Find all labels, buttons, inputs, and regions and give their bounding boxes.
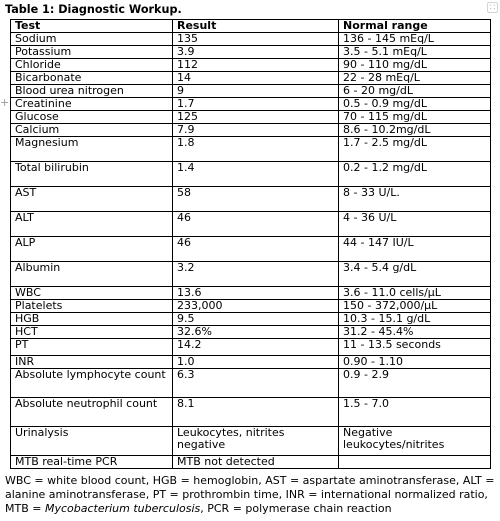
range-cell: 31.2 - 45.4% — [339, 326, 491, 339]
range-cell — [339, 456, 491, 469]
table-row — [11, 137, 491, 162]
result-cell: 3.2 — [173, 262, 339, 287]
range-cell: 0.9 - 2.9 — [339, 369, 491, 398]
range-cell: 150 - 372,000/µL — [339, 300, 491, 313]
table-header-row — [11, 20, 491, 33]
result-cell: 14.2 — [173, 339, 339, 356]
result-cell: 9 — [173, 85, 339, 98]
table-row — [11, 33, 491, 46]
test-cell: Albumin — [11, 262, 173, 287]
range-cell: 10.3 - 15.1 g/dL — [339, 313, 491, 326]
table-row — [11, 326, 491, 339]
table-row — [11, 46, 491, 59]
table-row — [11, 356, 491, 369]
result-cell: MTB not detected — [173, 456, 339, 469]
test-cell: Creatinine — [11, 98, 173, 111]
result-cell: 1.8 — [173, 137, 339, 162]
range-cell: 6 - 20 mg/dL — [339, 85, 491, 98]
range-cell: 8.6 - 10.2mg/dL — [339, 124, 491, 137]
diagnostic-workup-table — [10, 19, 491, 469]
drag-handle-icon[interactable]: ∷ — [487, 2, 498, 13]
range-cell: Negative leukocytes/nitrites — [339, 427, 491, 456]
range-cell: 3.4 - 5.4 g/dL — [339, 262, 491, 287]
table-row — [11, 237, 491, 262]
test-cell: Platelets — [11, 300, 173, 313]
footnote-text: WBC = white blood count, HGB = hemoglobin, AST = aspartate aminotransferase, ALT = alanine aminotransferase, PT = prothrombin time, INR = international normalized ratio, MTB = — [5, 474, 495, 515]
range-cell: 0.2 - 1.2 mg/dL — [339, 162, 491, 187]
range-cell: 90 - 110 mg/dL — [339, 59, 491, 72]
test-cell: Magnesium — [11, 137, 173, 162]
range-cell: 3.6 - 11.0 cells/µL — [339, 287, 491, 300]
result-cell: 1.4 — [173, 162, 339, 187]
table-row — [11, 187, 491, 212]
table-row — [11, 339, 491, 356]
table-row — [11, 398, 491, 427]
result-cell: 32.6% — [173, 326, 339, 339]
table-row — [11, 111, 491, 124]
table-row — [11, 162, 491, 187]
test-cell: Glucose — [11, 111, 173, 124]
range-cell: 11 - 13.5 seconds — [339, 339, 491, 356]
test-cell: Sodium — [11, 33, 173, 46]
plus-marker-icon: + — [0, 96, 10, 109]
result-cell: 8.1 — [173, 398, 339, 427]
range-cell: 4 - 36 U/L — [339, 212, 491, 237]
table-row — [11, 98, 491, 111]
result-cell: 13.6 — [173, 287, 339, 300]
range-cell: 1.5 - 7.0 — [339, 398, 491, 427]
range-cell: 0.5 - 0.9 mg/dL — [339, 98, 491, 111]
test-cell: Calcium — [11, 124, 173, 137]
column-header-test: Test — [11, 20, 173, 33]
result-cell: 1.0 — [173, 356, 339, 369]
test-cell: ALP — [11, 237, 173, 262]
result-cell: 6.3 — [173, 369, 339, 398]
range-cell: 8 - 33 U/L. — [339, 187, 491, 212]
table-caption: Table 1: Diagnostic Workup. — [5, 3, 182, 16]
test-cell: Blood urea nitrogen — [11, 85, 173, 98]
footnote-text-end: , PCR = polymerase chain reaction — [200, 502, 392, 515]
test-cell: MTB real-time PCR — [11, 456, 173, 469]
result-cell: 135 — [173, 33, 339, 46]
result-cell: Leukocytes, nitrites negative — [173, 427, 339, 456]
test-cell: Absolute neutrophil count — [11, 398, 173, 427]
result-cell: 112 — [173, 59, 339, 72]
test-cell: HGB — [11, 313, 173, 326]
result-cell: 46 — [173, 237, 339, 262]
test-cell: Bicarbonate — [11, 72, 173, 85]
table-row — [11, 212, 491, 237]
table-row — [11, 287, 491, 300]
result-cell: 46 — [173, 212, 339, 237]
table-row — [11, 427, 491, 456]
result-cell: 125 — [173, 111, 339, 124]
table-row — [11, 300, 491, 313]
test-cell: INR — [11, 356, 173, 369]
range-cell: 0.90 - 1.10 — [339, 356, 491, 369]
column-header-normal-range: Normal range — [339, 20, 491, 33]
range-cell: 44 - 147 IU/L — [339, 237, 491, 262]
range-cell: 22 - 28 mEq/L — [339, 72, 491, 85]
test-cell: Potassium — [11, 46, 173, 59]
table-row — [11, 72, 491, 85]
table-row — [11, 124, 491, 137]
table-row — [11, 59, 491, 72]
table-row — [11, 262, 491, 287]
range-cell: 136 - 145 mEq/L — [339, 33, 491, 46]
footnote-organism-italic: Mycobacterium tuberculosis — [44, 502, 201, 515]
test-cell: WBC — [11, 287, 173, 300]
range-cell: 1.7 - 2.5 mg/dL — [339, 137, 491, 162]
test-cell: Chloride — [11, 59, 173, 72]
test-cell: Total bilirubin — [11, 162, 173, 187]
result-cell: 1.7 — [173, 98, 339, 111]
table-row — [11, 313, 491, 326]
result-cell: 233,000 — [173, 300, 339, 313]
table-row — [11, 369, 491, 398]
column-header-result: Result — [173, 20, 339, 33]
test-cell: Urinalysis — [11, 427, 173, 456]
test-cell: PT — [11, 339, 173, 356]
test-cell: HCT — [11, 326, 173, 339]
test-cell: Absolute lymphocyte count — [11, 369, 173, 398]
table-footnote — [5, 474, 497, 516]
test-cell: AST — [11, 187, 173, 212]
result-cell: 7.9 — [173, 124, 339, 137]
result-cell: 3.9 — [173, 46, 339, 59]
range-cell: 70 - 115 mg/dL — [339, 111, 491, 124]
result-cell: 9.5 — [173, 313, 339, 326]
range-cell: 3.5 - 5.1 mEq/L — [339, 46, 491, 59]
result-cell: 14 — [173, 72, 339, 85]
table-row — [11, 85, 491, 98]
test-cell: ALT — [11, 212, 173, 237]
table-row — [11, 456, 491, 469]
result-cell: 58 — [173, 187, 339, 212]
